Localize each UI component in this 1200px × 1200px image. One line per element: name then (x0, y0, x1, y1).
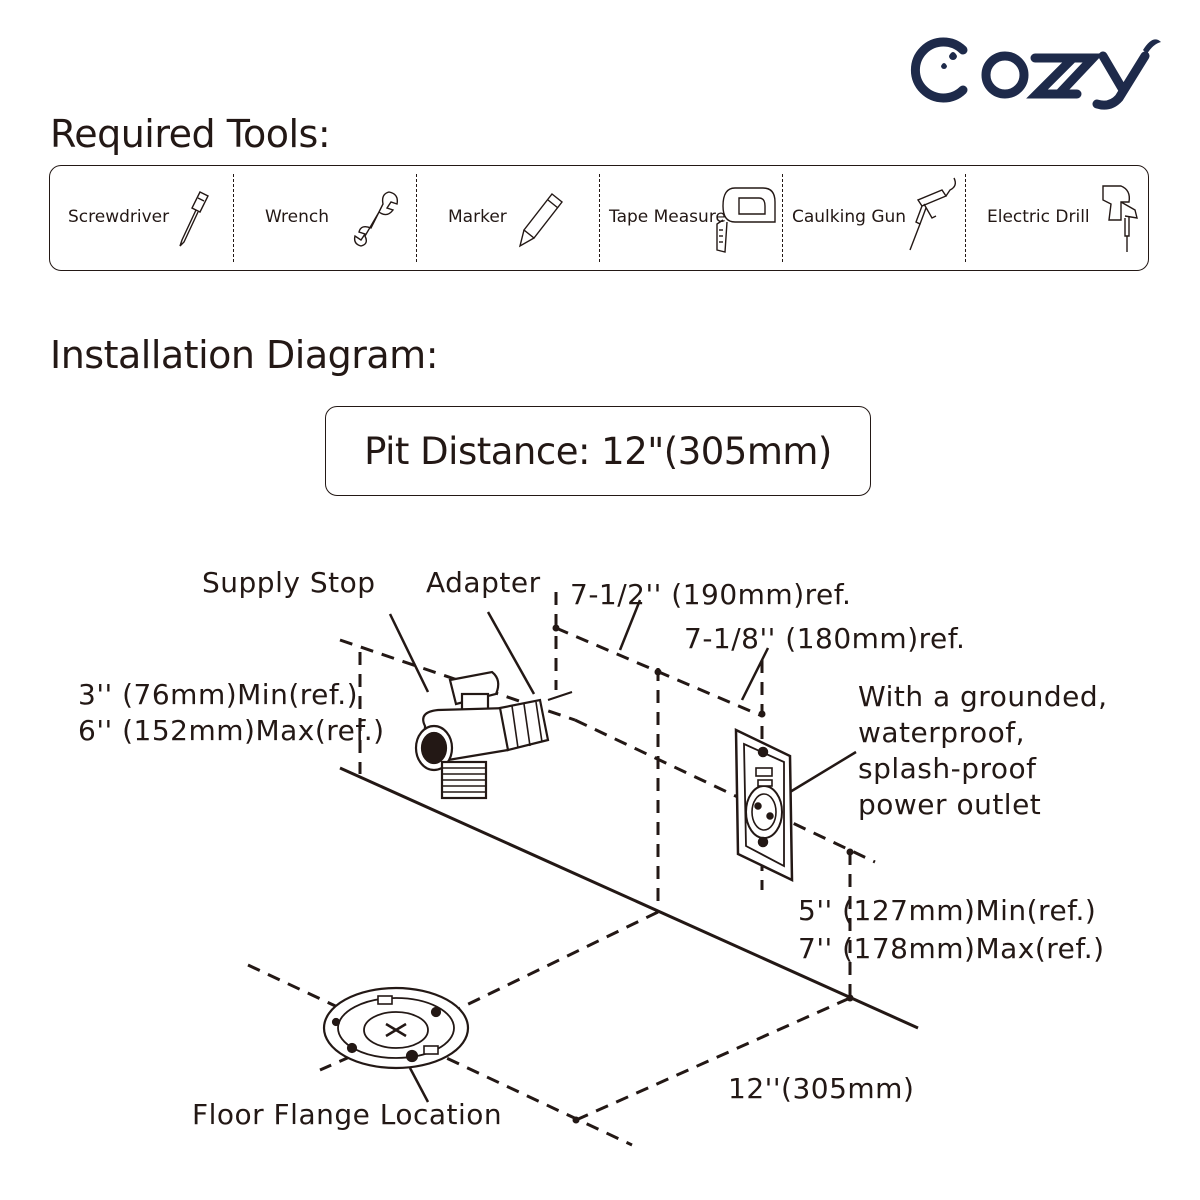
power-outlet (736, 730, 792, 880)
outlet-note-line: splash-proof (858, 752, 1037, 785)
stop-height-min: 3'' (76mm)Min(ref.) (78, 678, 359, 711)
tool-label: Electric Drill (987, 207, 1090, 227)
floor-flange-label: Floor Flange Location (192, 1098, 503, 1131)
tool-label: Caulking Gun (792, 207, 907, 227)
outlet-note-line: power outlet (858, 788, 1042, 821)
installation-diagram-heading: Installation Diagram: (50, 333, 438, 377)
dimension-190mm: 7-1/2'' (190mm)ref. (570, 578, 852, 611)
supply-stop-valve (416, 672, 572, 798)
outlet-note-line: With a grounded, (858, 680, 1108, 713)
tool-label: Screwdriver (68, 207, 170, 227)
outlet-note-line: waterproof, (858, 716, 1025, 749)
tool-label: Wrench (265, 207, 330, 227)
tool-label: Tape Measure (609, 207, 726, 227)
supply-stop-label: Supply Stop (202, 566, 376, 599)
adapter-label: Adapter (426, 566, 541, 599)
required-tools-heading: Required Tools: (50, 112, 331, 156)
outlet-height-max: 7'' (178mm)Max(ref.) (798, 932, 1105, 965)
dimension-180mm: 7-1/8'' (180mm)ref. (684, 622, 966, 655)
dimension-305mm: 12''(305mm) (728, 1072, 915, 1105)
floor-flange (324, 988, 468, 1068)
outlet-height-min: 5'' (127mm)Min(ref.) (798, 894, 1097, 927)
tool-label: Marker (448, 207, 507, 227)
stop-height-max: 6'' (152mm)Max(ref.) (78, 714, 385, 747)
pit-distance-label: Pit Distance: 12"(305mm) (364, 429, 832, 473)
